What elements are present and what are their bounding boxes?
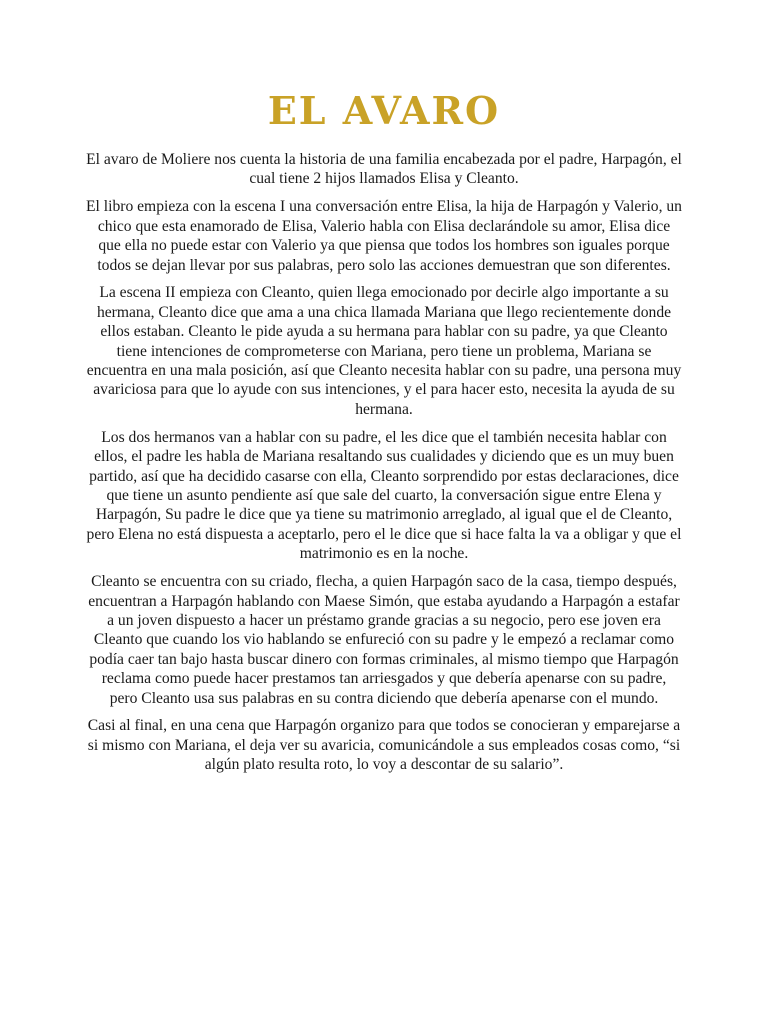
document-title: EL AVARO <box>267 88 501 133</box>
document-body <box>86 150 682 783</box>
paragraph-1: El avaro de Moliere nos cuenta la historia de una familia encabezada por el padre, Harpagón, el cual tiene 2 hijos llamados Elisa y Cleanto. <box>86 151 682 188</box>
paragraph-2: El libro empieza con la escena I una conversación entre Elisa, la hija de Harpagón y Valerio, un chico que esta enamorado de Elisa, Valerio habla con Elisa declarándole su amor, Elisa dice que ella no puede estar con Valerio ya que piensa que todos los hombres son iguales porque todos se dejan llevar por sus palabras, pero solo las acciones demuestran que son diferentes. <box>86 198 682 274</box>
paragraph-6: Casi al final, en una cena que Harpagón organizo para que todos se conocieran y emparejarse a si mismo con Mariana, el deja ver su avaricia, comunicándole a sus empleados cosas como, “si algún plato resulta roto, lo voy a descontar de su salario”. <box>87 717 681 774</box>
paragraph-4: Los dos hermanos van a hablar con su padre, el les dice que el también necesita hablar con ellos, el padre les habla de Mariana resaltando sus cualidades y diciendo que es un muy buen partido, así que ha decidido casarse con ella, Cleanto sorprendido por estas declaraciones, dice que tiene un asunto pendiente así que sale del cuarto, la conversación sigue entre Elena y Harpagón, Su padre le dice que ya tiene su matrimonio arreglado, al igual que el de Cleanto, pero Elena no está dispuesta a aceptarlo, pero el le dice que si hace falta la va a obligar y que el matrimonio es en la noche. <box>86 428 682 563</box>
paragraph-3: La escena II empieza con Cleanto, quien llega emocionado por decirle algo importante a su hermana, Cleanto dice que ama a una chica llamada Mariana que llego recientemente donde ellos estaban. Cleanto le pide ayuda a su hermana para hablar con su padre, ya que Cleanto tiene intenciones de comprometerse con Mariana, pero tiene un problema, Mariana se encuentra en una mala posición, así que Cleanto necesita hablar con su padre, una persona muy avariciosa para que lo ayude con sus intenciones, y el para hacer esto, necesita la ayuda de su hermana. <box>86 284 682 418</box>
paragraph-5: Cleanto se encuentra con su criado, flecha, a quien Harpagón saco de la casa, tiempo después, encuentran a Harpagón hablando con Maese Simón, que estaba ayudando a Harpagón a estafar a un joven dispuesto a hacer un préstamo grande gracias a su negocio, pero ese joven era Cleanto que cuando los vio hablando se enfureció con su padre y le empezó a reclamar como podía caer tan bajo hasta buscar dinero con formas criminales, al mismo tiempo que Harpagón reclama como puede hacer prestamos tan arriesgados y que debería apenarse con su padre, pero Cleanto usa sus palabras en su contra diciendo que debería apenarse con el mundo. <box>88 573 680 707</box>
